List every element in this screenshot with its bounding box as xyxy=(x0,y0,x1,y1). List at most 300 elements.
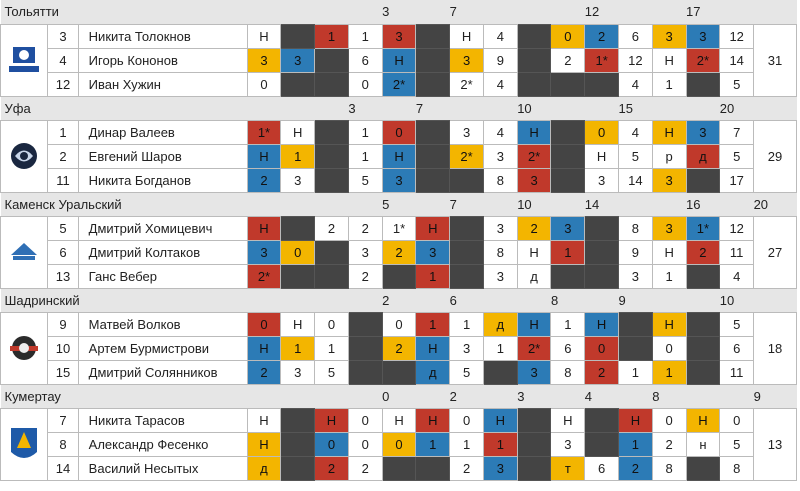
heat-result-cell xyxy=(585,264,619,288)
heat-result-cell xyxy=(281,264,315,288)
heat-header-cell xyxy=(483,192,517,216)
rider-number: 9 xyxy=(48,312,78,336)
heat-header-cell: 8 xyxy=(551,288,585,312)
team-name: Шадринский xyxy=(1,288,248,312)
heat-result-cell: 6 xyxy=(348,48,382,72)
heat-header-cell xyxy=(281,96,315,120)
heat-result-cell: Н xyxy=(382,408,416,432)
heat-result-cell: 3 xyxy=(585,168,619,192)
heat-result-cell: 0 xyxy=(585,120,619,144)
heat-result-cell: Н xyxy=(652,312,686,336)
rider-name: Дмитрий Хомицевич xyxy=(78,216,247,240)
heat-header-cell xyxy=(585,96,619,120)
heat-result-cell: 0 xyxy=(247,72,281,96)
heat-result-cell: 2* xyxy=(382,72,416,96)
heat-header-cell: 3 xyxy=(348,96,382,120)
heat-result-cell xyxy=(517,72,551,96)
heat-header-cell: 12 xyxy=(585,0,619,24)
heat-header-cell xyxy=(281,192,315,216)
rider-row xyxy=(1,24,797,48)
rider-row xyxy=(1,120,797,144)
heat-result-cell: 4 xyxy=(483,72,517,96)
heat-header-cell: 7 xyxy=(450,0,484,24)
heat-result-cell xyxy=(315,72,349,96)
heat-result-cell: Н xyxy=(247,24,281,48)
rider-row xyxy=(1,168,797,192)
heat-result-cell xyxy=(416,24,450,48)
heat-header-cell: 2 xyxy=(382,288,416,312)
mega-lada-logo-icon xyxy=(5,30,43,90)
heat-result-cell: 0 xyxy=(382,312,416,336)
heat-result-cell xyxy=(517,432,551,456)
heat-result-cell: 2 xyxy=(382,240,416,264)
heat-result-cell: 6 xyxy=(585,456,619,480)
heat-header-cell: 20 xyxy=(754,192,797,216)
heat-result-cell: 2* xyxy=(517,144,551,168)
heat-result-cell: Н xyxy=(281,312,315,336)
heat-header-cell: 3 xyxy=(382,0,416,24)
heat-result-cell xyxy=(315,48,349,72)
rider-number: 2 xyxy=(48,144,78,168)
heat-header-cell xyxy=(551,96,585,120)
heat-header-cell: 9 xyxy=(754,384,797,408)
heat-result-cell: 6 xyxy=(551,336,585,360)
team-logo xyxy=(1,120,48,192)
heat-header-cell: 15 xyxy=(619,96,653,120)
rider-name: Игорь Кононов xyxy=(78,48,247,72)
heat-result-cell: 3 xyxy=(450,48,484,72)
heat-result-cell: 1 xyxy=(281,144,315,168)
rider-name: Никита Тарасов xyxy=(78,408,247,432)
heat-result-cell: 1 xyxy=(281,336,315,360)
heat-result-cell: 0 xyxy=(247,312,281,336)
heat-header-cell: 14 xyxy=(585,192,619,216)
heat-result-cell xyxy=(686,168,720,192)
heat-result-cell: 2 xyxy=(652,432,686,456)
heat-result-cell: 1 xyxy=(416,432,450,456)
rider-total: 5 xyxy=(720,144,754,168)
team-name: Кумертау xyxy=(1,384,248,408)
heat-header-cell xyxy=(585,288,619,312)
heat-header-cell xyxy=(483,0,517,24)
heat-header-cell xyxy=(281,0,315,24)
heat-header-cell xyxy=(551,0,585,24)
heat-result-cell: 5 xyxy=(619,144,653,168)
heat-result-cell: Н xyxy=(247,144,281,168)
heat-result-cell: 9 xyxy=(483,48,517,72)
rider-name: Иван Хужин xyxy=(78,72,247,96)
heat-result-cell: 3 xyxy=(483,144,517,168)
heat-result-cell xyxy=(416,144,450,168)
heat-result-cell: 4 xyxy=(483,120,517,144)
heat-result-cell xyxy=(348,336,382,360)
heat-result-cell xyxy=(382,360,416,384)
heat-result-cell: Н xyxy=(483,408,517,432)
heat-result-cell: 1 xyxy=(450,312,484,336)
team-total: 27 xyxy=(754,216,797,288)
heat-header-cell: 4 xyxy=(585,384,619,408)
heat-result-cell: 2* xyxy=(450,72,484,96)
heat-header-cell: 10 xyxy=(517,192,551,216)
heat-header-cell xyxy=(652,192,686,216)
heat-result-cell xyxy=(315,144,349,168)
rider-name: Динар Валеев xyxy=(78,120,247,144)
heat-header-cell xyxy=(348,192,382,216)
heat-result-cell xyxy=(585,240,619,264)
team-header-row xyxy=(1,0,797,24)
heat-result-cell xyxy=(281,432,315,456)
rider-total: 4 xyxy=(720,264,754,288)
heat-result-cell: 1 xyxy=(348,24,382,48)
heat-result-cell xyxy=(585,72,619,96)
rider-name: Евгений Шаров xyxy=(78,144,247,168)
rider-name: Дмитрий Солянников xyxy=(78,360,247,384)
heat-result-cell: 3 xyxy=(483,456,517,480)
heat-result-cell: 3 xyxy=(416,240,450,264)
heat-result-cell xyxy=(416,72,450,96)
heat-header-cell: 10 xyxy=(517,96,551,120)
heat-result-cell: 1* xyxy=(585,48,619,72)
heat-result-cell: т xyxy=(551,456,585,480)
heat-result-cell: 4 xyxy=(483,24,517,48)
rider-number: 4 xyxy=(48,48,78,72)
heat-result-cell: Н xyxy=(517,120,551,144)
rider-name: Никита Богданов xyxy=(78,168,247,192)
rider-row xyxy=(1,360,797,384)
heat-result-cell xyxy=(281,72,315,96)
heat-result-cell: Н xyxy=(686,408,720,432)
heat-header-cell xyxy=(247,288,281,312)
heat-result-cell xyxy=(686,336,720,360)
heat-result-cell: 3 xyxy=(450,336,484,360)
heat-result-cell: 3 xyxy=(483,216,517,240)
rider-number: 1 xyxy=(48,120,78,144)
heat-result-cell: 1* xyxy=(686,216,720,240)
heat-result-cell xyxy=(551,144,585,168)
heat-result-cell: 3 xyxy=(517,168,551,192)
heat-header-cell xyxy=(720,192,754,216)
heat-header-cell: 6 xyxy=(450,288,484,312)
heat-result-cell: 2* xyxy=(517,336,551,360)
heat-result-cell: 2 xyxy=(585,360,619,384)
rider-number: 13 xyxy=(48,264,78,288)
heat-result-cell: 3 xyxy=(247,240,281,264)
heat-result-cell: 12 xyxy=(619,48,653,72)
heat-result-cell: 0 xyxy=(348,408,382,432)
heat-result-cell: 0 xyxy=(315,432,349,456)
heat-header-cell xyxy=(619,384,653,408)
heat-result-cell: 2 xyxy=(517,216,551,240)
heat-result-cell xyxy=(686,360,720,384)
heat-result-cell: 2 xyxy=(348,456,382,480)
heat-result-cell: 1 xyxy=(348,120,382,144)
heat-header-cell xyxy=(551,384,585,408)
heat-result-cell: Н xyxy=(585,312,619,336)
heat-result-cell: 3 xyxy=(483,264,517,288)
heat-result-cell: 3 xyxy=(517,360,551,384)
team-name: Тольятти xyxy=(1,0,248,24)
heat-header-cell xyxy=(483,384,517,408)
heat-header-cell xyxy=(720,0,754,24)
team-header-row xyxy=(1,96,797,120)
rider-row xyxy=(1,144,797,168)
kamensk-logo-icon xyxy=(5,222,43,282)
heat-header-cell xyxy=(652,288,686,312)
ufa-logo-icon xyxy=(5,126,43,186)
heat-header-cell xyxy=(416,384,450,408)
heat-header-cell xyxy=(315,0,349,24)
team-header-row xyxy=(1,384,797,408)
heat-result-cell: 5 xyxy=(348,168,382,192)
rider-row xyxy=(1,240,797,264)
heat-result-cell xyxy=(686,264,720,288)
heat-result-cell: 0 xyxy=(382,120,416,144)
kumertau-logo-icon xyxy=(5,414,43,474)
heat-header-cell: 2 xyxy=(450,384,484,408)
rider-total: 6 xyxy=(720,336,754,360)
heat-result-cell: 1* xyxy=(247,120,281,144)
heat-result-cell: 1 xyxy=(652,264,686,288)
heat-result-cell: Н xyxy=(315,408,349,432)
heat-header-cell: 8 xyxy=(652,384,686,408)
heat-result-cell: Н xyxy=(517,240,551,264)
rider-number: 10 xyxy=(48,336,78,360)
heat-result-cell xyxy=(585,432,619,456)
rider-number: 7 xyxy=(48,408,78,432)
heat-result-cell: 3 xyxy=(348,240,382,264)
team-logo xyxy=(1,408,48,480)
heat-header-cell: 3 xyxy=(517,384,551,408)
heat-result-cell: 0 xyxy=(281,240,315,264)
heat-result-cell: 1 xyxy=(315,24,349,48)
heat-result-cell xyxy=(382,264,416,288)
heat-header-cell xyxy=(483,96,517,120)
team-total: 13 xyxy=(754,408,797,480)
heat-header-cell xyxy=(619,192,653,216)
heat-header-cell: 7 xyxy=(450,192,484,216)
heat-header-cell xyxy=(315,96,349,120)
heat-header-cell xyxy=(686,288,720,312)
heat-result-cell: 2 xyxy=(315,216,349,240)
heat-result-cell: 3 xyxy=(247,48,281,72)
rider-number: 11 xyxy=(48,168,78,192)
heat-header-cell xyxy=(416,192,450,216)
heat-result-cell xyxy=(348,312,382,336)
heat-result-cell: Н xyxy=(450,24,484,48)
heat-header-cell xyxy=(348,0,382,24)
heat-header-cell xyxy=(315,192,349,216)
heat-result-cell: р xyxy=(652,144,686,168)
heat-result-cell: Н xyxy=(247,432,281,456)
heat-result-cell: Н xyxy=(517,312,551,336)
heat-result-cell: Н xyxy=(416,336,450,360)
team-header-row xyxy=(1,288,797,312)
rider-row xyxy=(1,456,797,480)
heat-result-cell: 1 xyxy=(483,432,517,456)
heat-result-cell: 1 xyxy=(551,240,585,264)
heat-result-cell xyxy=(483,360,517,384)
heat-header-cell xyxy=(652,0,686,24)
heat-header-cell xyxy=(382,96,416,120)
heat-result-cell: 1 xyxy=(619,432,653,456)
heat-result-cell: д xyxy=(483,312,517,336)
heat-header-cell xyxy=(348,384,382,408)
heat-result-cell: 3 xyxy=(652,168,686,192)
heat-header-cell xyxy=(416,288,450,312)
heat-result-cell: 5 xyxy=(315,360,349,384)
heat-result-cell xyxy=(585,216,619,240)
heat-result-cell: 2 xyxy=(247,360,281,384)
heat-result-cell: 0 xyxy=(450,408,484,432)
heat-result-cell xyxy=(551,72,585,96)
heat-result-cell: Н xyxy=(247,408,281,432)
heat-result-cell: 3 xyxy=(686,24,720,48)
heat-result-cell: 3 xyxy=(281,168,315,192)
rider-row xyxy=(1,72,797,96)
heat-result-cell: 3 xyxy=(450,120,484,144)
heat-result-cell: 2* xyxy=(450,144,484,168)
heat-result-cell: 2 xyxy=(348,216,382,240)
heat-result-cell xyxy=(281,24,315,48)
heat-result-cell: 8 xyxy=(652,456,686,480)
rider-total: 14 xyxy=(720,48,754,72)
heat-result-cell: 1* xyxy=(382,216,416,240)
heat-result-cell: 6 xyxy=(619,24,653,48)
heat-result-cell: 3 xyxy=(281,360,315,384)
heat-result-cell: 3 xyxy=(551,432,585,456)
heat-result-cell xyxy=(517,456,551,480)
team-total: 29 xyxy=(754,120,797,192)
heat-result-cell: д xyxy=(247,456,281,480)
heat-result-cell: 8 xyxy=(619,216,653,240)
heat-result-cell: Н xyxy=(247,336,281,360)
team-logo xyxy=(1,24,48,96)
rider-name: Артем Бурмистрови xyxy=(78,336,247,360)
team-header-row xyxy=(1,192,797,216)
heat-header-cell xyxy=(315,288,349,312)
heat-result-cell: Н xyxy=(652,120,686,144)
heat-header-cell xyxy=(686,96,720,120)
heat-result-cell xyxy=(450,216,484,240)
heat-header-cell xyxy=(517,288,551,312)
heat-result-cell xyxy=(416,456,450,480)
heat-result-cell xyxy=(416,120,450,144)
heat-header-cell: 0 xyxy=(382,384,416,408)
heat-result-cell: Н xyxy=(247,216,281,240)
rider-total: 5 xyxy=(720,432,754,456)
heat-header-cell xyxy=(652,96,686,120)
rider-total: 0 xyxy=(720,408,754,432)
rider-total: 7 xyxy=(720,120,754,144)
heat-result-cell xyxy=(619,312,653,336)
heat-header-cell: 7 xyxy=(416,96,450,120)
heat-result-cell: 2 xyxy=(247,168,281,192)
heat-result-cell: 3 xyxy=(281,48,315,72)
heat-result-cell: 1 xyxy=(652,72,686,96)
heat-result-cell: Н xyxy=(652,48,686,72)
rider-total: 8 xyxy=(720,456,754,480)
rider-name: Ганс Вебер xyxy=(78,264,247,288)
heat-header-cell xyxy=(517,0,551,24)
heat-result-cell: 1 xyxy=(315,336,349,360)
heat-result-cell: 3 xyxy=(686,120,720,144)
heat-result-cell: Н xyxy=(585,144,619,168)
heat-result-cell: 2 xyxy=(315,456,349,480)
heat-result-cell: 1 xyxy=(551,312,585,336)
heat-result-cell: 1 xyxy=(652,360,686,384)
heat-result-cell: 1 xyxy=(450,432,484,456)
heat-result-cell: 2 xyxy=(619,456,653,480)
rider-number: 12 xyxy=(48,72,78,96)
heat-result-cell: 4 xyxy=(619,120,653,144)
rider-number: 14 xyxy=(48,456,78,480)
heat-result-cell: 0 xyxy=(652,336,686,360)
rider-name: Василий Несытых xyxy=(78,456,247,480)
heat-result-cell: 1 xyxy=(348,144,382,168)
heat-result-cell: 3 xyxy=(382,168,416,192)
heat-result-cell: 2 xyxy=(585,24,619,48)
heat-result-cell xyxy=(416,48,450,72)
heat-header-cell xyxy=(619,0,653,24)
heat-result-cell xyxy=(450,264,484,288)
heat-result-cell: 9 xyxy=(619,240,653,264)
heat-result-cell xyxy=(315,240,349,264)
rider-row xyxy=(1,432,797,456)
heat-header-cell xyxy=(450,96,484,120)
heat-result-cell: Н xyxy=(551,408,585,432)
heat-header-cell xyxy=(348,288,382,312)
heat-result-cell xyxy=(686,72,720,96)
heat-result-cell: Н xyxy=(281,120,315,144)
heat-result-cell: Н xyxy=(416,216,450,240)
heat-result-cell: д xyxy=(686,144,720,168)
heat-result-cell: Н xyxy=(382,144,416,168)
heat-header-cell xyxy=(754,0,797,24)
heat-header-cell: 17 xyxy=(686,0,720,24)
heat-header-cell: 9 xyxy=(619,288,653,312)
rider-number: 8 xyxy=(48,432,78,456)
heat-result-cell: 0 xyxy=(551,24,585,48)
team-name: Уфа xyxy=(1,96,248,120)
heat-result-cell xyxy=(281,408,315,432)
team-total: 31 xyxy=(754,24,797,96)
heat-result-cell xyxy=(517,48,551,72)
heat-header-cell: 5 xyxy=(382,192,416,216)
heat-header-cell xyxy=(247,96,281,120)
heat-result-cell: Н xyxy=(619,408,653,432)
rider-name: Александр Фесенко xyxy=(78,432,247,456)
rider-name: Матвей Волков xyxy=(78,312,247,336)
heat-result-cell: 0 xyxy=(348,72,382,96)
heat-result-cell xyxy=(450,168,484,192)
heat-result-cell: 5 xyxy=(450,360,484,384)
heat-header-cell xyxy=(247,192,281,216)
heat-result-cell: 2* xyxy=(686,48,720,72)
heat-result-cell xyxy=(450,240,484,264)
heat-result-cell xyxy=(619,336,653,360)
heat-result-cell: 1 xyxy=(416,312,450,336)
heat-result-cell xyxy=(686,312,720,336)
rider-row xyxy=(1,48,797,72)
heat-result-cell: 0 xyxy=(315,312,349,336)
heat-result-cell xyxy=(348,360,382,384)
rider-number: 15 xyxy=(48,360,78,384)
heat-result-cell: 3 xyxy=(652,216,686,240)
team-logo xyxy=(1,216,48,288)
heat-result-cell: 1 xyxy=(483,336,517,360)
heat-result-cell: 0 xyxy=(348,432,382,456)
heat-header-cell: 20 xyxy=(720,96,754,120)
